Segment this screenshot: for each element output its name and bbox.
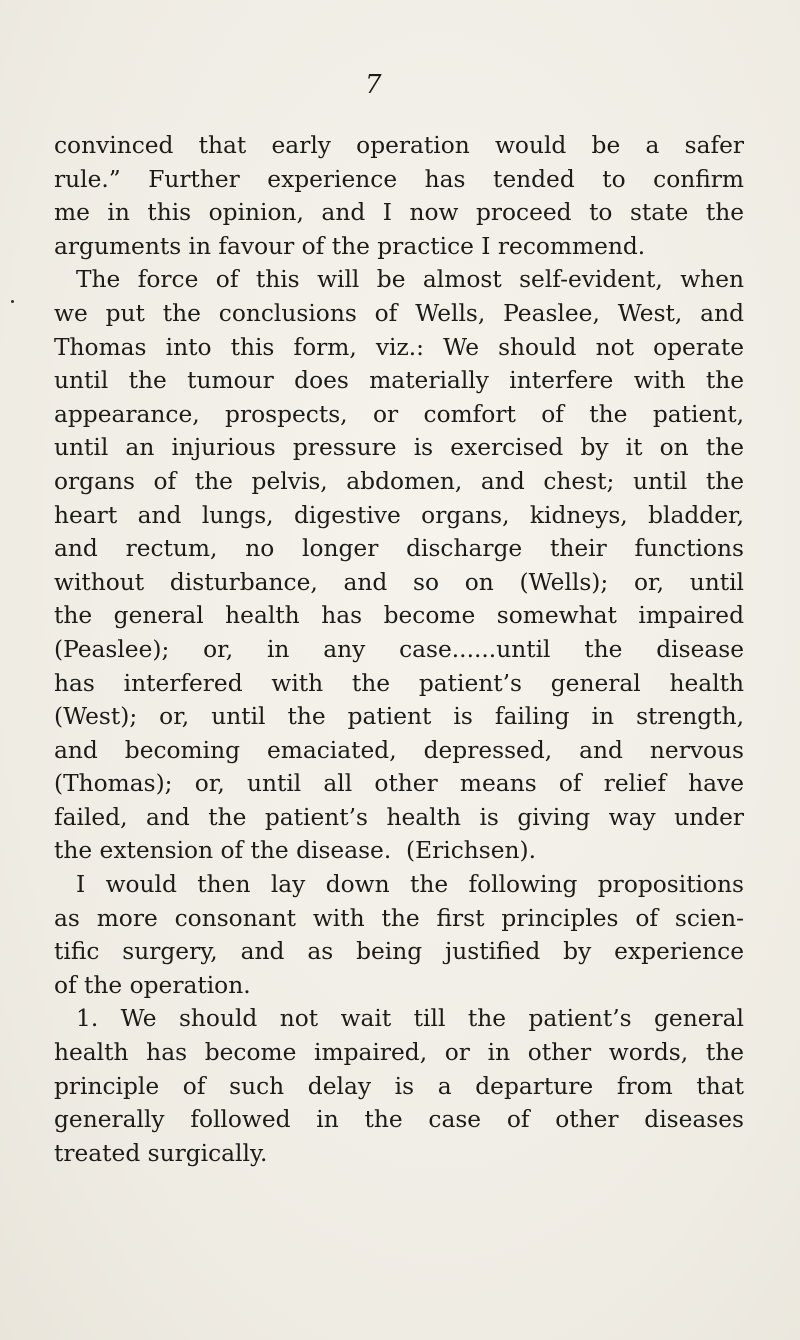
text-line: (Thomas); or, until all other means of relief have [54, 770, 744, 798]
text-line: treated surgically. [54, 1139, 268, 1167]
margin-mark [11, 300, 14, 303]
text-line: failed, and the patient’s health is giving way under [54, 803, 744, 831]
text-line: until the tumour does materially interfere with the [54, 367, 744, 395]
text-line: we put the conclusions of Wells, Peaslee, West, and [54, 299, 744, 327]
text-line: as more consonant with the first principles of scien- [54, 904, 744, 932]
text-line: (West); or, until the patient is failing in strength, [54, 703, 744, 731]
text-line: until an injurious pressure is exercised by it on the [54, 434, 744, 462]
text-line: organs of the pelvis, abdomen, and chest; until the [54, 467, 744, 495]
body-text [54, 129, 744, 1170]
text-line: I would then lay down the following propositions [76, 871, 744, 899]
text-line: and rectum, no longer discharge their functions [54, 535, 744, 563]
page-number: 7 [365, 70, 382, 100]
text-line: health has become impaired, or in other words, the [54, 1039, 744, 1067]
text-line: the extension of the disease. (Erichsen). [54, 837, 537, 865]
text-line: arguments in favour of the practice I recommend. [54, 232, 646, 260]
text-line: of the operation. [54, 971, 251, 999]
text-line: generally followed in the case of other diseases [54, 1106, 744, 1134]
text-line: without disturbance, and so on (Wells); or, until [54, 568, 744, 596]
text-line: the general health has become somewhat impaired [54, 602, 744, 630]
text-line: tific surgery, and as being justified by experience [54, 938, 744, 966]
text-line: convinced that early operation would be a safer [54, 132, 744, 159]
text-line: Thomas into this form, viz.: We should not operate [54, 333, 744, 361]
text-line: and becoming emaciated, depressed, and nervous [54, 736, 744, 764]
text-line: 1. We should not wait till the patient’s general [76, 1005, 744, 1033]
text-line: has interfered with the patient’s general health [54, 669, 744, 697]
text-line: principle of such delay is a departure from that [54, 1072, 744, 1100]
text-line: rule.” Further experience has tended to confirm [54, 165, 744, 193]
text-line: appearance, prospects, or comfort of the patient, [54, 400, 744, 428]
text-line: The force of this will be almost self-evident, when [76, 266, 744, 294]
text-line: (Peaslee); or, in any case......until the disease [54, 635, 744, 663]
text-line: me in this opinion, and I now proceed to state the [54, 199, 744, 227]
text-line: heart and lungs, digestive organs, kidneys, bladder, [54, 501, 744, 529]
